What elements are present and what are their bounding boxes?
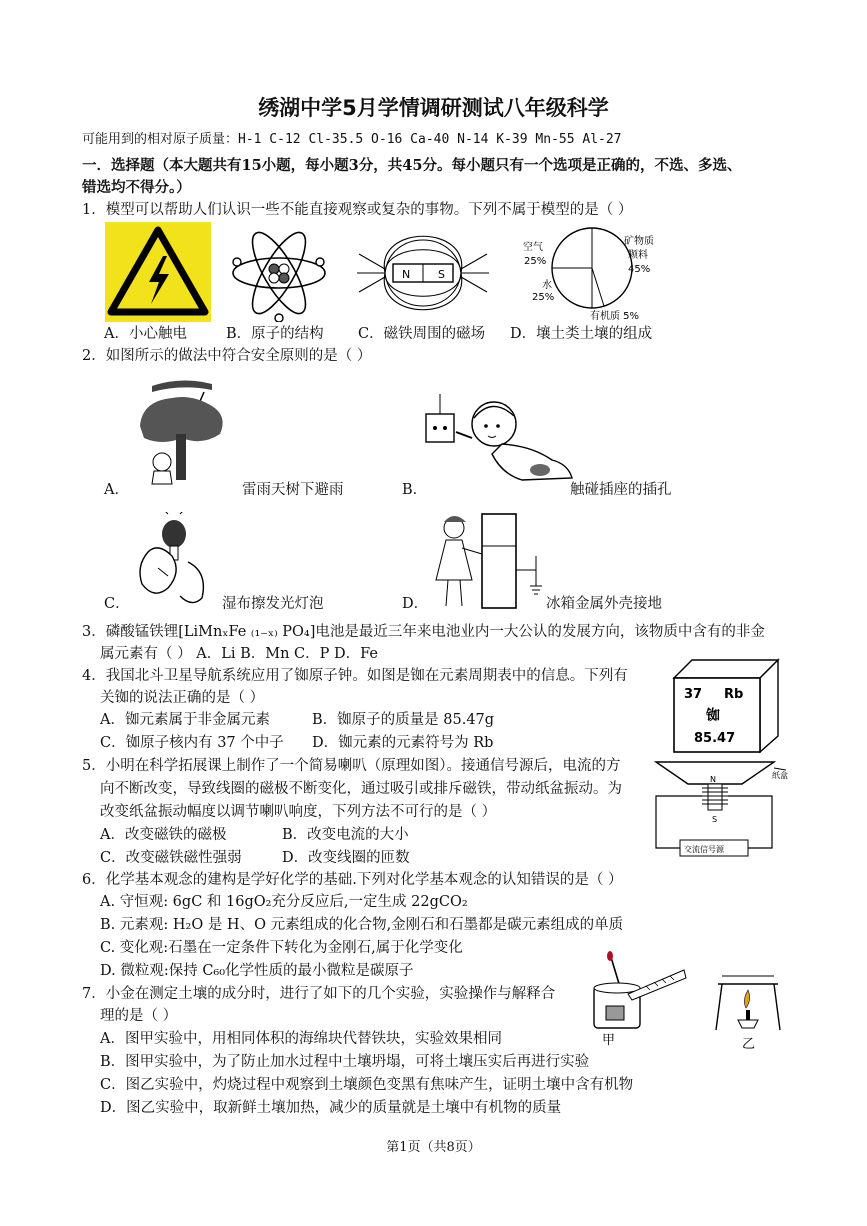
girl-fridge-ground-image (432, 510, 550, 610)
warning-sign-image (105, 222, 211, 322)
pie-label-particle: 颗料 (628, 250, 648, 261)
rubidium-element-box (670, 656, 782, 754)
paper-cone-label: 纸盒 (772, 771, 788, 780)
page-footer: 第1页（共8页） (386, 1140, 481, 1155)
section-heading: 一．选择题（本大题共有15小题，每小题3分，共45分。每小题只有一个选项是正确的，不选、多选、 (82, 157, 742, 174)
fig-a-label: 甲 (602, 1033, 616, 1046)
q4-option-c: C．铷原子核内有 37 个中子 (100, 735, 284, 751)
pie-label-air: 空气 (523, 242, 543, 253)
q2-option-c-text: 湿布擦发光灯泡 (222, 596, 324, 612)
q2-option-a-text: 雷雨天树下避雨 (242, 482, 344, 498)
element-mass: 85.47 (694, 731, 736, 746)
q5-line2: 向不断改变，导致线圈的磁极不断变化，通过吸引或排斥磁铁，带动纸盆振动。为 (100, 781, 622, 797)
magnet-s-label: S (712, 815, 718, 824)
section-heading-cont: 错选均不得分。） (82, 179, 191, 196)
q3-line1: 3．磷酸锰铁锂[LiMnₓFe ₍₁₋ₓ₎ PO₄]电池是最近三年来电池业内一大公认的发展方向，该物质中含有的非金 (82, 624, 765, 640)
q7-option-c: C．图乙实验中，灼烧过程中观察到土壤颜色变黑有焦味产生，证明土壤中含有机物 (100, 1077, 634, 1093)
pie-label-mineral-pct: 45% (628, 264, 651, 275)
q1-option-c: C．磁铁周围的磁场 (358, 326, 486, 342)
pie-label-water-pct: 25% (532, 292, 555, 303)
q6-option-d: D. 微粒观:保持 C₆₀化学性质的最小微粒是碳原子 (100, 963, 414, 979)
q7-option-b: B．图甲实验中，为了防止加水过程中土壤坍塌，可将土壤压实后再进行实验 (100, 1054, 590, 1070)
magnet-s-label: S (438, 268, 445, 281)
q1-option-a: A．小心触电 (104, 326, 187, 342)
q4-option-d: D．铷元素的元素符号为 Rb (312, 735, 494, 751)
q6-option-b: B. 元素观: H₂O 是 H、O 元素组成的化合物,金刚石和石墨都是碳元素组成的单质 (100, 917, 624, 933)
q4-option-b: B．铷原子的质量是 85.47g (312, 712, 495, 728)
q2-option-b-letter: B． (402, 482, 428, 498)
q7-option-d: D．图乙实验中，取新鲜土壤加热，减少的质量就是土壤中有机物的质量 (100, 1100, 562, 1116)
q7-option-a: A．图甲实验中，用相同体积的海绵块代替铁块，实验效果相同 (100, 1031, 502, 1047)
page-title: 绣湖中学5月学情调研测试八年级科学 (258, 96, 609, 120)
q5-option-d: D．改变线圈的匝数 (282, 850, 410, 866)
q7-line1: 7．小金在测定土壤的成分时，进行了如下的几个实验，实验操作与解释合 (82, 986, 556, 1002)
q4-line1: 4．我国北斗卫星导航系统应用了铷原子钟。如图是铷在元素周期表中的信息。下列有 (82, 668, 628, 684)
element-name: 铷 (706, 708, 720, 724)
speaker-diagram (652, 756, 802, 860)
experiment-fig-b (712, 968, 784, 1050)
q1-option-b: B．原子的结构 (226, 326, 324, 342)
q4-option-a: A．铷元素属于非金属元素 (100, 712, 270, 728)
q5-option-b: B．改变电流的大小 (282, 827, 409, 843)
q7-line2: 理的是（ ） (100, 1008, 178, 1024)
element-symbol: Rb (724, 687, 744, 702)
pie-label-air-pct: 25% (524, 256, 547, 267)
q2-option-d-letter: D． (402, 596, 429, 612)
magnetic-field-image (355, 224, 491, 322)
q5-line3: 改变纸盆振动幅度以调节喇叭响度，下列方法不可行的是（ ） (100, 804, 497, 820)
q2-option-d-text: 冰箱金属外壳接地 (546, 596, 662, 612)
q2-option-c-letter: C． (104, 596, 130, 612)
q2-option-a-letter: A． (104, 482, 129, 498)
q5-option-a: A．改变磁铁的磁极 (100, 827, 227, 843)
atomic-mass-line: 可能用到的相对原子质量：H-1 C-12 Cl-35.5 O-16 Ca-40 N-14 K-39 Mn-55 Al-27 (82, 132, 622, 147)
pie-label-organic: 有机质 5% (590, 311, 640, 322)
element-number: 37 (684, 687, 703, 702)
magnet-n-label: N (402, 268, 411, 281)
experiment-fig-a (580, 950, 690, 1046)
wet-cloth-bulb-image (128, 512, 224, 610)
q5-option-c: C．改变磁铁磁性强弱 (100, 850, 242, 866)
q2-option-b-text: 触碰插座的插孔 (570, 482, 672, 498)
q1-option-d: D．壤土类土壤的组成 (510, 326, 653, 342)
fig-b-label: 乙 (742, 1037, 756, 1050)
q3-line2: 属元素有（ ） A．Li B．Mn C．P D．Fe (100, 646, 378, 662)
q2-stem: 2．如图所示的做法中符合安全原则的是（ ） (82, 348, 372, 364)
pie-label-mineral: 矿物质 (624, 236, 654, 247)
q6-option-c: C. 变化观:石墨在一定条件下转化为金刚石,属于化学变化 (100, 940, 463, 956)
magnet-n-label: N (710, 775, 716, 784)
q6-stem: 6．化学基本观念的建构是学好化学的基础.下列对化学基本观念的认知错误的是（ ） (82, 872, 623, 888)
q6-option-a: A. 守恒观: 6gC 和 16gO₂充分反应后,一定生成 22gCO₂ (100, 894, 468, 910)
tree-in-storm-image (132, 376, 232, 488)
soil-composition-pie (520, 222, 670, 322)
q4-line2: 关铷的说法正确的是（ ） (100, 690, 265, 706)
atom-structure-image (230, 224, 328, 322)
ac-source-label: 交流信号源 (684, 845, 724, 854)
q1-stem: 1．模型可以帮助人们认识一些不能直接观察或复杂的事物。下列不属于模型的是（ ） (82, 202, 633, 218)
pie-label-water: 水 (542, 280, 552, 291)
child-touching-socket-image (422, 394, 582, 486)
q5-line1: 5．小明在科学拓展课上制作了一个简易喇叭（原理如图）。接通信号源后，电流的方 (82, 758, 621, 774)
